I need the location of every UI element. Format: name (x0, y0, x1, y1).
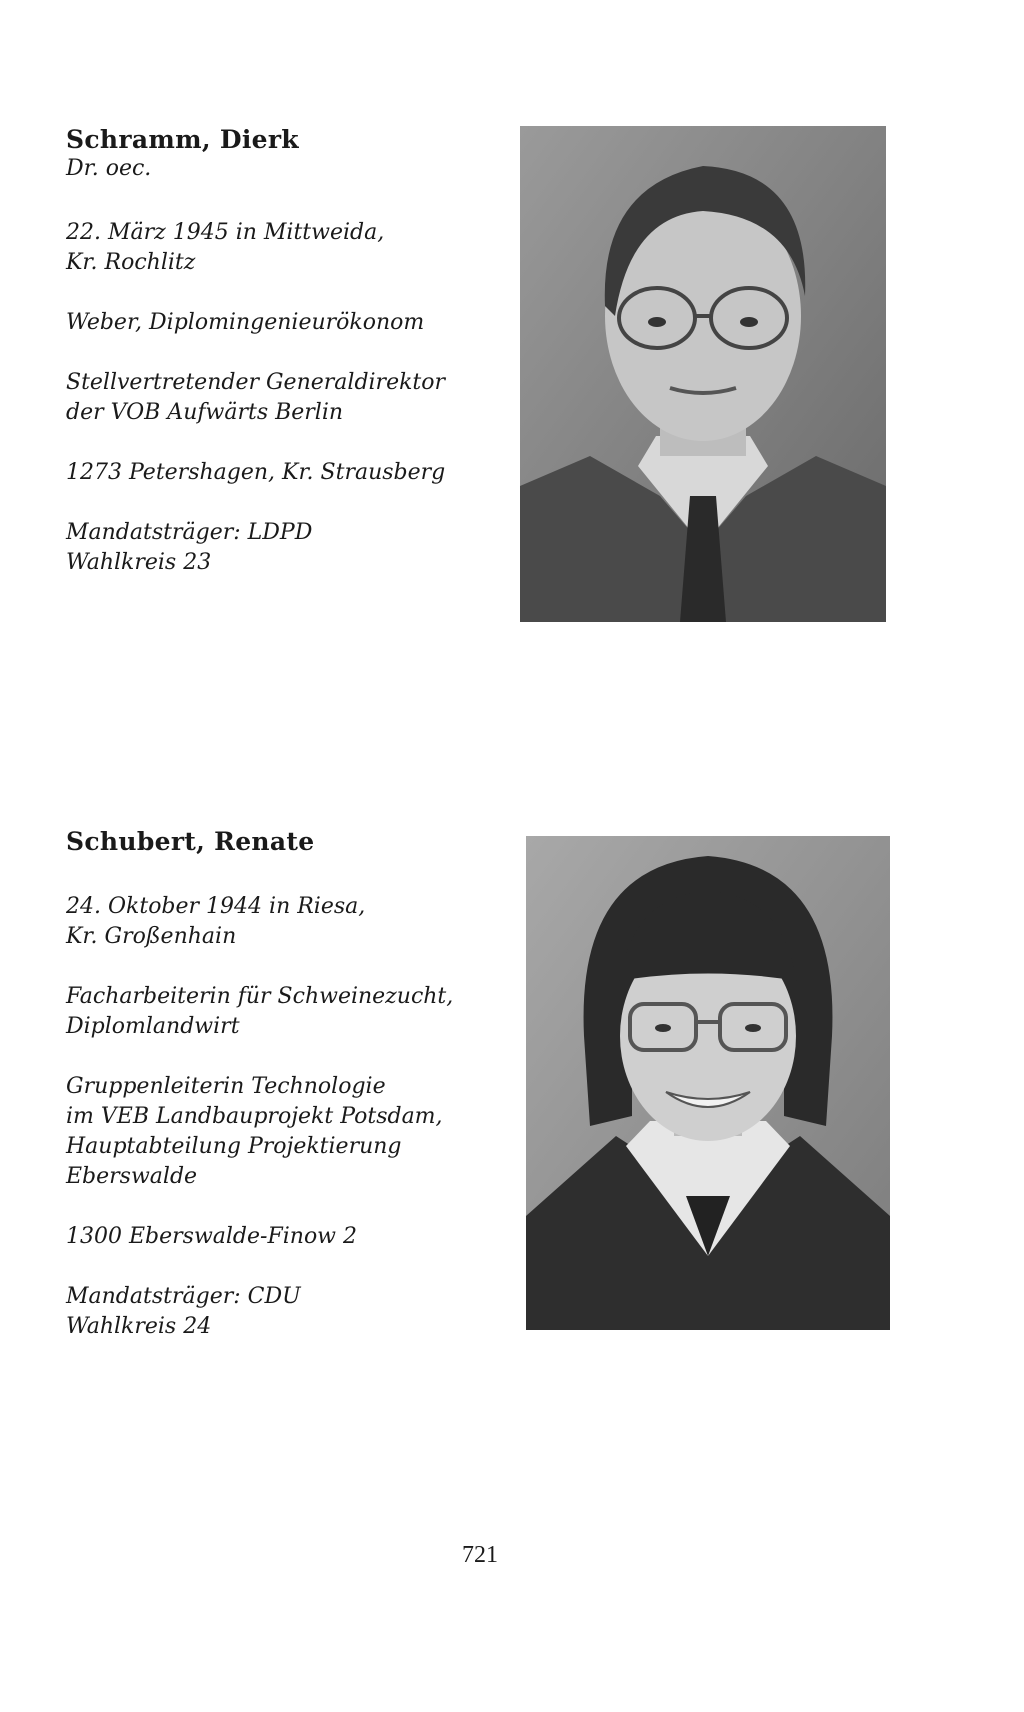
address-line-1: 1273 Petershagen, Kr. Strausberg (66, 460, 446, 485)
mandate-line-1: Mandatsträger: CDU (66, 1284, 301, 1309)
portrait-illustration (526, 836, 890, 1330)
position-line-2: der VOB Aufwärts Berlin (66, 400, 344, 425)
mandate-line-2: Wahlkreis 24 (66, 1314, 212, 1339)
entry-text (66, 826, 506, 1342)
person-name: Schubert, Renate (66, 827, 315, 856)
academic-title: Dr. oec. (66, 156, 152, 181)
mandate-line-2: Wahlkreis 23 (66, 550, 212, 575)
address-line-1: 1300 Eberswalde-Finow 2 (66, 1224, 358, 1249)
position-line-2: im VEB Landbauprojekt Potsdam, (66, 1104, 443, 1129)
profession-line-1: Facharbeiterin für Schweinezucht, (66, 984, 454, 1009)
page-number: 721 (462, 1542, 498, 1568)
birth-line-1: 24. Oktober 1944 in Riesa, (66, 894, 366, 919)
birth-line-2: Kr. Rochlitz (66, 250, 196, 275)
portrait-illustration (520, 126, 886, 622)
birth-line-2: Kr. Großenhain (66, 924, 237, 949)
person-name: Schramm, Dierk (66, 125, 299, 154)
mandate-line-1: Mandatsträger: LDPD (66, 520, 313, 545)
position-line-1: Stellvertretender Generaldirektor (66, 370, 446, 395)
position-line-4: Eberswalde (66, 1164, 198, 1189)
birth-line-1: 22. März 1945 in Mittweida, (66, 220, 385, 245)
entry-text (66, 124, 506, 578)
portrait-photo-woman (526, 836, 890, 1330)
position-line-1: Gruppenleiterin Technologie (66, 1074, 386, 1099)
profession-line-2: Diplomlandwirt (66, 1014, 240, 1039)
position-line-3: Hauptabteilung Projektierung (66, 1134, 402, 1159)
profession-line-1: Weber, Diplomingenieurökonom (66, 310, 425, 335)
portrait-photo-man (520, 126, 886, 622)
